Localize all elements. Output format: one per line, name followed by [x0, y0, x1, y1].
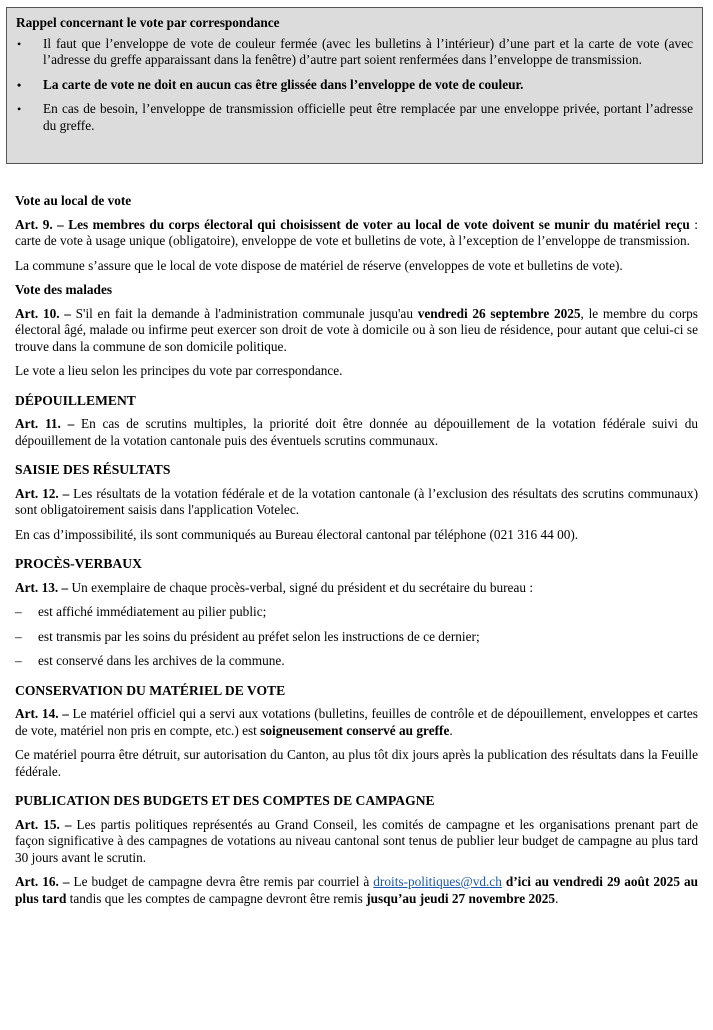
- article-11: Art. 11. – En cas de scrutins multiples, la priorité doit être donnée au dépouillement de la votation fédérale suivi du dépouillement de la votation cantonale puis des éventuels scrutins communaux.: [15, 416, 698, 448]
- bullet-icon: •: [17, 36, 22, 51]
- article-14: Art. 14. – Le matériel officiel qui a servi aux votations (bulletins, feuilles de contrôle et de dépouillement, enveloppes et cartes de vote, matériel non pris en compte, etc.) est soigneusement conservé au greffe.: [15, 706, 698, 738]
- section-heading-malades: Vote des malades: [15, 282, 113, 297]
- dash-icon: –: [15, 604, 22, 619]
- article-10-paragraph: Le vote a lieu selon les principes du vote par correspondance.: [15, 363, 343, 378]
- bullet-icon: •: [17, 77, 22, 92]
- article-14-paragraph: Ce matériel pourra être détruit, sur autorisation du Canton, au plus tôt dix jours après la publication des résultats dans la Feuille fédérale.: [15, 747, 698, 779]
- reminder-title: Rappel concernant le vote par correspondance: [16, 15, 280, 30]
- bullet-icon: •: [17, 102, 22, 116]
- section-heading-proces-verbaux: PROCÈS-VERBAUX: [15, 556, 142, 571]
- list-item: – est transmis par les soins du président au préfet selon les instructions de ce dernier;: [15, 628, 480, 644]
- document-body: [15, 193, 698, 915]
- section-heading-saisie: SAISIE DES RÉSULTATS: [15, 462, 171, 477]
- section-heading-local: Vote au local de vote: [15, 193, 132, 208]
- article-15: Art. 15. – Les partis politiques représentés au Grand Conseil, les comités de campagne et les organisations prenant part de façon significative à des campagnes de votations au niveau cantonal sont tenus de publier leur budget de campagne au plus tard 30 jours avant le scrutin.: [15, 816, 698, 865]
- article-13: Art. 13. – Un exemplaire de chaque procès-verbal, signé du président et du secrétaire du bureau :: [15, 579, 534, 595]
- reminder-item: • En cas de besoin, l’enveloppe de transmission officielle peut être remplacée par une enveloppe privée, portant l’adresse du greffe.: [17, 101, 693, 133]
- dash-icon: –: [15, 628, 22, 644]
- article-9: Art. 9. – Les membres du corps électoral qui choisissent de voter au local de vote doivent se munir du matériel reçu : carte de vote à usage unique (obligatoire), enveloppe de vote et bulletins de vote, à l’exception de l’enveloppe de transmission.: [15, 216, 698, 248]
- list-item: – est affiché immédiatement au pilier public;: [15, 604, 267, 619]
- article-12-paragraph: En cas d’impossibilité, ils sont communiqués au Bureau électoral cantonal par téléphone (021 316 44 00).: [15, 526, 579, 542]
- section-heading-depouillement: DÉPOUILLEMENT: [15, 392, 136, 408]
- email-link[interactable]: droits-politiques@vd.ch: [373, 874, 502, 889]
- list-item: – est conservé dans les archives de la commune.: [15, 653, 285, 668]
- reminder-list: [16, 36, 693, 135]
- article-9-paragraph: La commune s’assure que le local de vote dispose de matériel de réserve (enveloppes de vote et bulletins de vote).: [15, 257, 623, 273]
- section-heading-conservation: CONSERVATION DU MATÉRIEL DE VOTE: [15, 682, 286, 698]
- article-10: Art. 10. – S'il en fait la demande à l'administration communale jusqu'au vendredi 26 septembre 2025, le membre du corps électoral âgé, malade ou infirme peut exercer son droit de vote à domicile ou à son lieu de résidence, pour autant que celui-ci se trouve dans la commune de son domicile politique.: [15, 305, 698, 354]
- section-heading-publication: PUBLICATION DES BUDGETS ET DES COMPTES DE CAMPAGNE: [15, 793, 435, 808]
- article-12: Art. 12. – Les résultats de la votation fédérale et de la votation cantonale (à l’exclusion des résultats des scrutins communaux) sont obligatoirement saisis dans l'application Votelec.: [15, 485, 698, 517]
- dash-icon: –: [15, 653, 22, 668]
- reminder-item: • Il faut que l’enveloppe de vote de couleur fermée (avec les bulletins à l’intérieur) d’une part et la carte de vote (avec l’adresse du greffe apparaissant dans la fenêtre) d’autre part soient renfermées dans l’enveloppe de transmission.: [17, 35, 693, 67]
- article-16: Art. 16. – Le budget de campagne devra être remis par courriel à droits-politiques@vd.ch d’ici au vendredi 29 août 2025 au plus tard tandis que les comptes de campagne devront être remis jusqu’au jeudi 27 novembre 2025.: [15, 874, 698, 906]
- reminder-box: [6, 7, 703, 164]
- reminder-item: • La carte de vote ne doit en aucun cas être glissée dans l’enveloppe de vote de couleur.: [17, 76, 524, 92]
